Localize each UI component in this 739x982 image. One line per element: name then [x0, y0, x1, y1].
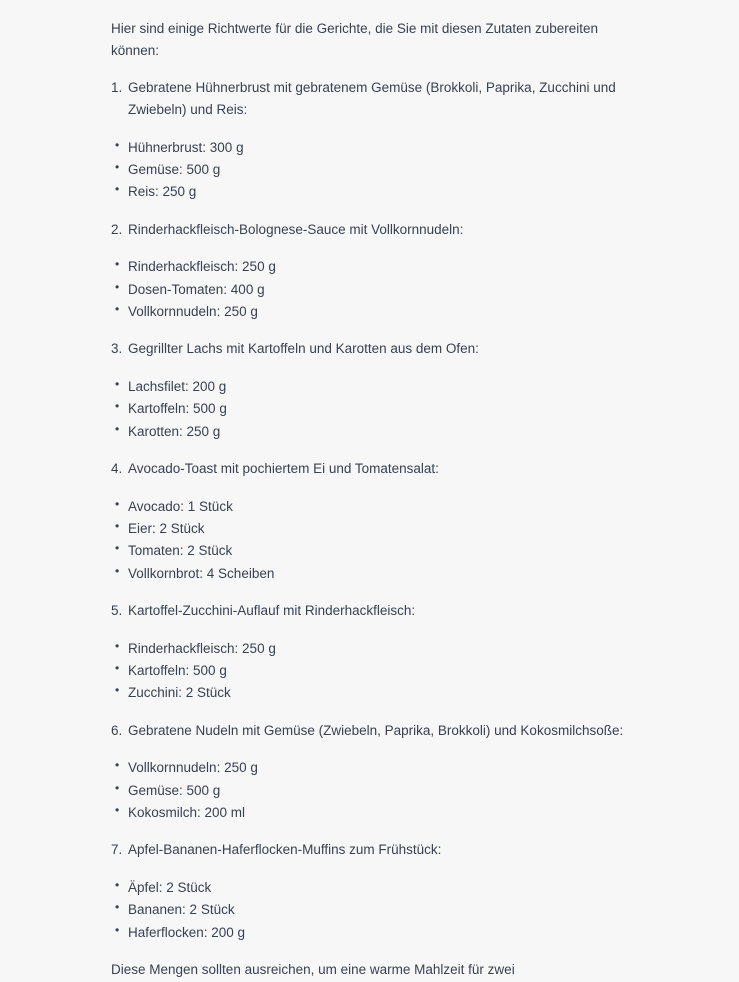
- dish-number: 3.: [111, 341, 123, 357]
- ingredient-item: [111, 899, 629, 921]
- ingredient-item: [111, 159, 629, 181]
- ingredient-item: [111, 137, 629, 159]
- ingredient-text: Kartoffeln: 500 g: [128, 401, 227, 417]
- ingredient-text: Kokosmilch: 200 ml: [128, 804, 246, 820]
- ingredient-item: [111, 922, 629, 944]
- bullet-icon: •: [115, 683, 120, 698]
- bullet-icon: •: [115, 638, 120, 653]
- dish-number: 1.: [111, 79, 123, 95]
- bullet-icon: •: [115, 802, 120, 817]
- ingredient-text: Rinderhackfleisch: 250 g: [128, 259, 276, 275]
- ingredient-text: Avocado: 1 Stück: [128, 498, 233, 514]
- ingredient-item: [111, 398, 629, 420]
- bullet-icon: •: [115, 780, 120, 795]
- dish-list: [111, 77, 629, 944]
- ingredient-item: [111, 757, 629, 779]
- bullet-icon: •: [115, 877, 120, 892]
- dish-heading: [111, 219, 629, 241]
- dish-heading: [111, 338, 629, 360]
- ingredient-list: [111, 877, 629, 944]
- dish-number: 2.: [111, 221, 123, 237]
- ingredient-item: [111, 540, 629, 562]
- ingredient-list: [111, 256, 629, 323]
- bullet-icon: •: [115, 660, 120, 675]
- ingredient-text: Vollkornnudeln: 250 g: [128, 760, 258, 776]
- ingredient-text: Reis: 250 g: [128, 184, 197, 200]
- ingredient-text: Eier: 2 Stück: [128, 520, 205, 536]
- bullet-icon: •: [115, 279, 120, 294]
- dish-heading: [111, 720, 629, 742]
- ingredient-item: [111, 780, 629, 802]
- dish-title: Gebratene Nudeln mit Gemüse (Zwiebeln, Paprika, Brokkoli) und Kokosmilchsoße:: [128, 722, 624, 738]
- ingredient-item: [111, 376, 629, 398]
- bullet-icon: •: [115, 399, 120, 414]
- bullet-icon: •: [115, 541, 120, 556]
- dish-title: Kartoffel-Zucchini-Auflauf mit Rinderhackfleisch:: [128, 603, 416, 619]
- ingredient-text: Kartoffeln: 500 g: [128, 662, 227, 678]
- bullet-icon: •: [115, 563, 120, 578]
- bullet-icon: •: [115, 302, 120, 317]
- ingredient-text: Hühnerbrust: 300 g: [128, 139, 244, 155]
- ingredient-text: Haferflocken: 200 g: [128, 924, 246, 940]
- ingredient-item: [111, 877, 629, 899]
- bullet-icon: •: [115, 758, 120, 773]
- bullet-icon: •: [115, 496, 120, 511]
- ingredient-text: Vollkornbrot: 4 Scheiben: [128, 565, 275, 581]
- bullet-icon: •: [115, 922, 120, 937]
- dish-title: Apfel-Bananen-Haferflocken-Muffins zum Frühstück:: [128, 842, 442, 858]
- ingredient-item: [111, 421, 629, 443]
- bullet-icon: •: [115, 182, 120, 197]
- dish-number: 4.: [111, 461, 123, 477]
- ingredient-text: Zucchini: 2 Stück: [128, 685, 231, 701]
- ingredient-item: [111, 518, 629, 540]
- ingredient-item: [111, 256, 629, 278]
- ingredient-text: Vollkornnudeln: 250 g: [128, 304, 258, 320]
- bullet-icon: •: [115, 137, 120, 152]
- dish-heading: [111, 458, 629, 480]
- outro-text: Diese Mengen sollten ausreichen, um eine warme Mahlzeit für zwei: [111, 962, 515, 977]
- ingredient-list: [111, 757, 629, 824]
- dish-heading: [111, 600, 629, 622]
- ingredient-item: [111, 181, 629, 203]
- ingredient-list: [111, 496, 629, 586]
- ingredient-item: [111, 496, 629, 518]
- dish-heading: [111, 839, 629, 861]
- ingredient-text: Äpfel: 2 Stück: [128, 879, 212, 895]
- dish-number: 7.: [111, 842, 123, 858]
- bullet-icon: •: [115, 518, 120, 533]
- ingredient-item: [111, 682, 629, 704]
- ingredient-item: [111, 638, 629, 660]
- ingredient-text: Bananen: 2 Stück: [128, 902, 235, 918]
- dish-number: 6.: [111, 722, 123, 738]
- ingredient-item: [111, 301, 629, 323]
- ingredient-text: Karotten: 250 g: [128, 423, 221, 439]
- bullet-icon: •: [115, 376, 120, 391]
- ingredient-text: Dosen-Tomaten: 400 g: [128, 281, 265, 297]
- intro-text: Hier sind einige Richtwerte für die Gerichte, die Sie mit diesen Zutaten zubereiten können:: [111, 21, 598, 59]
- dish-title: Avocado-Toast mit pochiertem Ei und Tomatensalat:: [128, 461, 439, 477]
- dish-title: Gegrillter Lachs mit Kartoffeln und Karotten aus dem Ofen:: [128, 341, 479, 357]
- dish-title: Rinderhackfleisch-Bolognese-Sauce mit Vollkornnudeln:: [128, 221, 464, 237]
- ingredient-list: [111, 638, 629, 705]
- dish-heading: [111, 77, 629, 122]
- bullet-icon: •: [115, 257, 120, 272]
- bullet-icon: •: [115, 421, 120, 436]
- ingredient-text: Rinderhackfleisch: 250 g: [128, 640, 276, 656]
- ingredient-list: [111, 376, 629, 443]
- ingredient-text: Gemüse: 500 g: [128, 162, 221, 178]
- dish-title: Gebratene Hühnerbrust mit gebratenem Gemüse (Brokkoli, Paprika, Zucchini und Zwiebeln) und Reis:: [128, 79, 616, 118]
- ingredient-item: [111, 802, 629, 824]
- ingredient-list: [111, 137, 629, 204]
- ingredient-text: Gemüse: 500 g: [128, 782, 221, 798]
- ingredient-item: [111, 563, 629, 585]
- ingredient-item: [111, 660, 629, 682]
- bullet-icon: •: [115, 900, 120, 915]
- bullet-icon: •: [115, 160, 120, 175]
- ingredient-text: Tomaten: 2 Stück: [128, 543, 233, 559]
- dish-number: 5.: [111, 603, 123, 619]
- ingredient-text: Lachsfilet: 200 g: [128, 378, 227, 394]
- ingredient-item: [111, 279, 629, 301]
